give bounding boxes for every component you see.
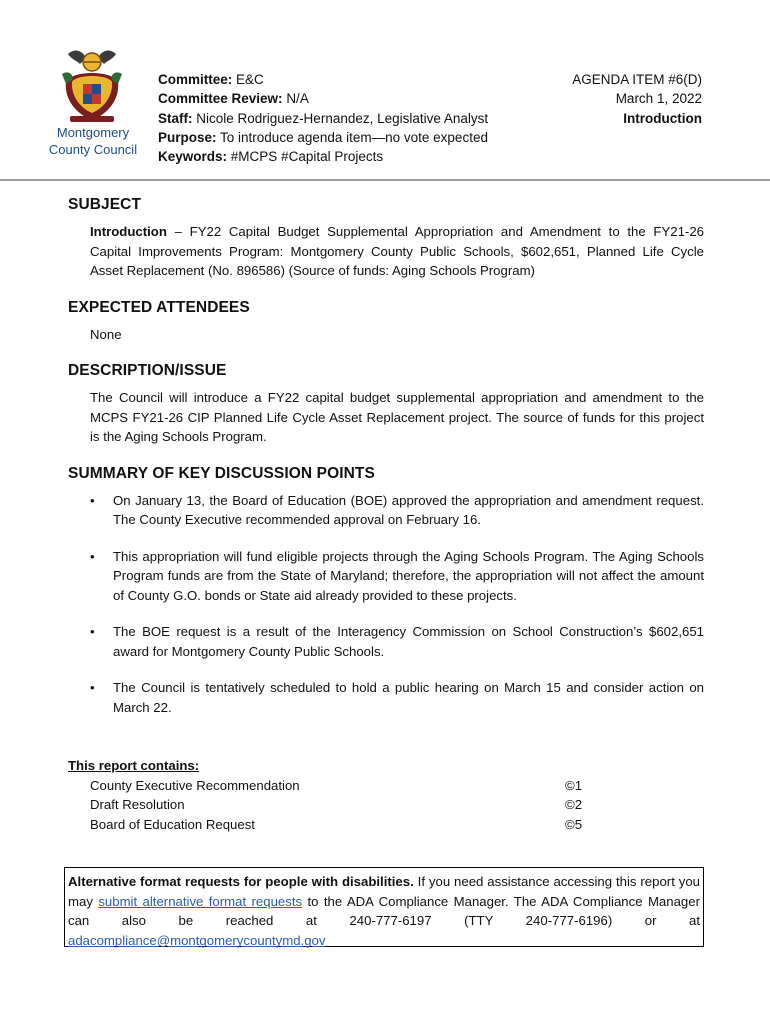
- attendees-text: None: [90, 326, 122, 342]
- report-contents-title: This report contains:: [68, 758, 200, 773]
- list-item: • The Council is tentatively scheduled to hold a public hearing on March 15 and consider action on March 22.: [90, 680, 704, 715]
- summary-section: [68, 465, 704, 718]
- bullet-icon: •: [90, 624, 95, 639]
- meta-block: [158, 70, 488, 166]
- meta-committee-review: Committee Review: N/A: [158, 91, 309, 107]
- report-item: Board of Education Request ©5: [90, 816, 583, 832]
- meta-committee: Committee: E&C: [158, 72, 264, 87]
- agenda-date: March 1, 2022: [615, 91, 702, 107]
- meta-purpose: Purpose: To introduce agenda item—no vote expected: [158, 129, 488, 145]
- subject-section: [68, 196, 704, 281]
- subject-heading: SUBJECT: [68, 196, 142, 213]
- report-item: Draft Resolution ©2: [90, 797, 583, 812]
- description-heading: DESCRIPTION/ISSUE: [68, 362, 227, 379]
- subject-text: Introduction – FY22 Capital Budget Supplemental Appropriation and Amendment to the FY21-26 Capital Improvements Program: Montgomery County Public Schools, $602,651, Planned Life Cycle Asset Replacement (No. 896586) (Source of funds: Aging Schools Program): [90, 224, 704, 278]
- attendees-heading: EXPECTED ATTENDEES: [68, 298, 250, 316]
- report-contents: [68, 756, 608, 834]
- agenda-type: Introduction: [623, 110, 702, 126]
- ada-email-link[interactable]: adacompliance@montgomerycountymd.gov: [68, 932, 326, 948]
- bullet-icon: •: [90, 492, 95, 508]
- list-item: • The BOE request is a result of the Interagency Commission on School Construction’s $602,651 award for Montgomery County Public Schools.: [90, 624, 704, 659]
- meta-staff: Staff: Nicole Rodriguez-Hernandez, Legislative Analyst: [158, 110, 489, 126]
- org-name-line2: County Council: [48, 142, 138, 157]
- description-section: [68, 362, 704, 447]
- bullet-icon: •: [90, 680, 95, 695]
- agenda-block: [572, 70, 702, 128]
- summary-list: [68, 491, 704, 718]
- bullet-icon: •: [90, 548, 95, 564]
- org-name: [40, 124, 146, 158]
- agenda-item-number: AGENDA ITEM #6(D): [572, 72, 702, 87]
- header-divider: [0, 179, 770, 181]
- meta-keywords: Keywords: #MCPS #Capital Projects: [158, 149, 384, 165]
- county-seal-icon: [58, 44, 126, 124]
- description-text: The Council will introduce a FY22 capital budget supplemental appropriation and amendment to the MCPS FY21-26 CIP Planned Life Cycle Asset Replacement project. The source of funds for this project is the Aging Schools Program.: [90, 390, 704, 444]
- list-item: • On January 13, the Board of Education (BOE) approved the appropriation and amendment request. The County Executive recommended approval on February 16.: [90, 492, 704, 527]
- accessibility-notice: Alternative format requests for people with disabilities. If you need assistance accessing this report you may submit alternative format requests to the ADA Compliance Manager. The ADA Compliance Manager can also be reached at 240-777-6197 (TTY 240-777-6196) or at adacompliance@montgomerycountymd.gov: [64, 867, 704, 947]
- summary-heading: SUMMARY OF KEY DISCUSSION POINTS: [68, 464, 375, 482]
- alternative-format-link[interactable]: submit alternative format requests: [98, 893, 303, 909]
- list-item: • This appropriation will fund eligible projects through the Aging Schools Program. The Aging Schools Program funds are from the State of Maryland; therefore, the appropriation will not affect the amount of County G.O. bonds or State aid already provided to these projects.: [90, 548, 704, 603]
- document-header: [0, 0, 770, 182]
- attendees-section: [68, 299, 704, 345]
- main-content: [68, 196, 704, 735]
- org-name-line1: Montgomery: [56, 125, 130, 140]
- report-item: County Executive Recommendation ©1: [90, 777, 583, 793]
- notice-bold: Alternative format requests for people with disabilities.: [68, 874, 414, 889]
